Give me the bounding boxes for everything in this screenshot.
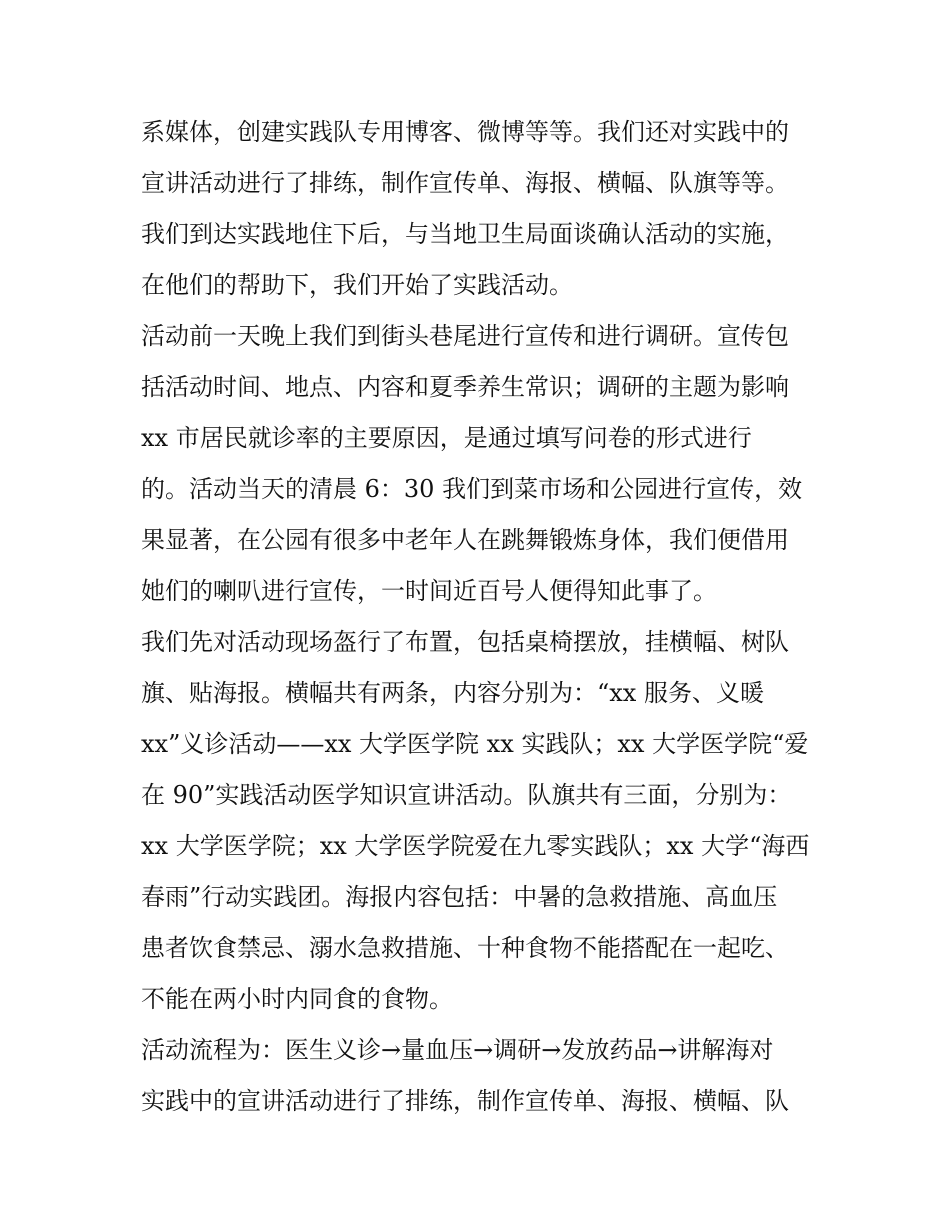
text-line: xx 市居民就诊率的主要原因，是通过填写问卷的形式进行 [141,424,752,452]
text-line: 果显著，在公园有很多中老年人在跳舞锻炼身体，我们便借用 [141,526,789,554]
text-line: 旗、贴海报。横幅共有两条，内容分别为：“xx 服务、义暖 [141,679,764,707]
text-line: 的。活动当天的清晨 6：30 我们到菜市场和公园进行宣传，效 [141,475,803,503]
text-line: 我们先对活动现场盔行了布置，包括桌椅摆放，挂横幅、树队 [141,628,789,656]
text-line: 在他们的帮助下，我们开始了实践活动。 [141,271,573,299]
text-line: xx”义诊活动——xx 大学医学院 xx 实践队；xx 大学医学院“爱 [141,730,809,758]
text-line: 活动流程为：医生义诊→量血压→调研→发放药品→讲解海对 [141,1036,774,1064]
text-line: 活动前一天晚上我们到街头巷尾进行宣传和进行调研。宣传包 [141,322,789,350]
text-line: 系媒体，创建实践队专用博客、微博等等。我们还对实践中的 [141,118,789,146]
text-line: 春雨”行动实践团。海报内容包括：中暑的急救措施、高血压 [141,883,778,911]
text-line: 在 90”实践活动医学知识宣讲活动。队旗共有三面，分别为： [141,781,792,809]
text-line: 括活动时间、地点、内容和夏季养生常识；调研的主题为影响 [141,373,789,401]
text-line: 宣讲活动进行了排练，制作宣传单、海报、横幅、队旗等等。 [141,169,789,197]
text-line: 不能在两小时内同食的食物。 [141,985,453,1013]
text-line: 她们的喇叭进行宣传，一时间近百号人便得知此事了。 [141,577,717,605]
document-body [141,107,821,1127]
text-line: xx 大学医学院；xx 大学医学院爱在九零实践队；xx 大学“海西 [141,832,810,860]
text-line: 实践中的宣讲活动进行了排练，制作宣传单、海报、横幅、队 [141,1087,789,1115]
text-line: 我们到达实践地住下后，与当地卫生局面谈确认活动的实施， [141,220,789,248]
text-line: 患者饮食禁忌、溺水急救措施、十种食物不能搭配在一起吃、 [141,934,789,962]
